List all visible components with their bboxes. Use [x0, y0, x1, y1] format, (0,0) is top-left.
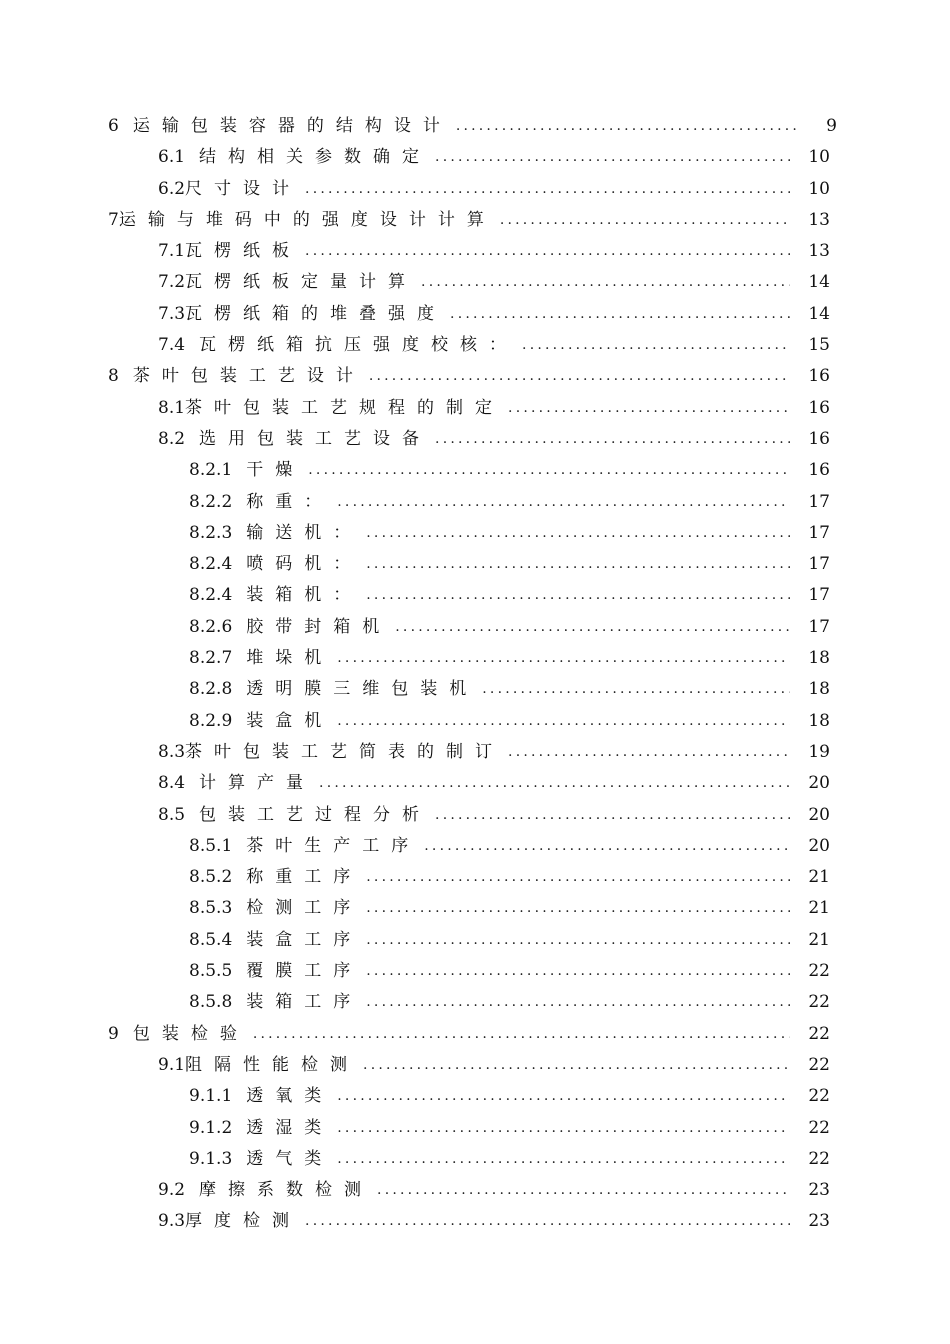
toc-leader-dots	[366, 893, 790, 924]
toc-entry-number: 8.3	[158, 741, 186, 762]
toc-entry-title: 称重：	[246, 491, 334, 512]
toc-entry[interactable]	[0, 330, 950, 361]
toc-entry-number: 7	[108, 209, 119, 230]
toc-entry[interactable]	[0, 1144, 950, 1175]
toc-entry-number: 9.1	[158, 1054, 186, 1075]
toc-entry-page: 15	[808, 335, 830, 356]
toc-leader-dots	[337, 706, 790, 737]
toc-entry-title: 茶叶生产工序	[246, 835, 421, 856]
toc-entry-title: 选用包装工艺设备	[199, 428, 432, 449]
toc-entry[interactable]	[0, 612, 950, 643]
toc-entry-number: 8	[108, 366, 119, 387]
toc-entry-number: 8.5.5	[189, 961, 233, 982]
toc-entry-page: 18	[808, 648, 830, 669]
toc-leader-dots	[337, 487, 790, 518]
toc-entry[interactable]	[0, 768, 950, 799]
toc-entry-page: 20	[808, 804, 830, 825]
toc-entry-page: 22	[808, 1086, 830, 1107]
toc-entry-title: 厚度检测	[185, 1211, 302, 1232]
toc-entry-title: 包装检验	[132, 1023, 249, 1044]
toc-leader-dots	[369, 361, 790, 392]
toc-entry-page: 13	[808, 209, 830, 230]
toc-leader-dots	[424, 831, 790, 862]
toc-entry-page: 16	[808, 366, 830, 387]
toc-leader-dots	[366, 518, 790, 549]
toc-entry-page: 13	[808, 241, 830, 262]
toc-entry-page: 21	[808, 929, 830, 950]
toc-entry-number: 9.1.2	[189, 1117, 233, 1138]
toc-entry-page: 21	[808, 898, 830, 919]
toc-entry[interactable]	[0, 1081, 950, 1112]
toc-entry-page: 22	[808, 1148, 830, 1169]
toc-entry-title: 阻隔性能检测	[185, 1054, 360, 1075]
toc-entry-title: 装盒机	[246, 710, 334, 731]
toc-entry-number: 8.2.1	[189, 460, 233, 481]
toc-entry-number: 9.3	[158, 1211, 186, 1232]
toc-entry[interactable]	[0, 1050, 950, 1081]
toc-leader-dots	[456, 111, 797, 142]
toc-leader-dots	[337, 643, 790, 674]
toc-entry[interactable]	[0, 674, 950, 705]
toc-entry-title: 尺寸设计	[185, 178, 302, 199]
toc-leader-dots	[500, 205, 790, 236]
toc-entry-page: 22	[808, 1117, 830, 1138]
toc-entry-page: 22	[808, 1023, 830, 1044]
toc-entry-title: 透氧类	[246, 1086, 334, 1107]
toc-entry-title: 检测工序	[246, 898, 363, 919]
toc-entry-page: 22	[808, 1054, 830, 1075]
toc-entry-number: 8.2.2	[189, 491, 233, 512]
toc-leader-dots	[377, 1175, 790, 1206]
toc-entry-title: 摩擦系数检测	[199, 1180, 374, 1201]
toc-entry-page: 10	[808, 178, 830, 199]
toc-entry[interactable]	[0, 1206, 950, 1237]
toc-entry-title: 胶带封箱机	[246, 616, 392, 637]
toc-entry-number: 8.2.4	[189, 585, 233, 606]
toc-leader-dots	[305, 236, 790, 267]
toc-entry-title: 装箱工序	[246, 992, 363, 1013]
toc-entry-title: 透明膜三维包装机	[246, 679, 479, 700]
toc-entry[interactable]	[0, 205, 950, 236]
toc-entry-page: 17	[808, 522, 830, 543]
toc-leader-dots	[305, 174, 790, 205]
toc-entry-page: 23	[808, 1211, 830, 1232]
toc-leader-dots	[337, 1081, 790, 1112]
toc-entry-number: 7.1	[158, 241, 186, 262]
toc-entry-number: 8.2.4	[189, 554, 233, 575]
toc-entry[interactable]	[0, 142, 950, 173]
toc-entry-page: 14	[808, 303, 830, 324]
toc-entry-page: 16	[808, 397, 830, 418]
toc-entry-title: 瓦楞纸箱的堆叠强度	[185, 303, 447, 324]
toc-entry-page: 9	[826, 116, 837, 136]
toc-leader-dots	[366, 987, 790, 1018]
toc-entry-number: 6.2	[158, 178, 186, 199]
toc-entry-page: 23	[808, 1180, 830, 1201]
toc-entry-page: 22	[808, 961, 830, 982]
toc-entry-title: 称重工序	[246, 867, 363, 888]
toc-leader-dots	[366, 956, 790, 987]
toc-entry-number: 6.1	[158, 147, 186, 168]
toc-entry-title: 瓦楞纸板	[185, 241, 302, 262]
toc-entry-title: 茶叶包装工艺规程的制定	[185, 397, 505, 418]
toc-entry[interactable]	[0, 424, 950, 455]
toc-entry-number: 8.5.3	[189, 898, 233, 919]
toc-entry-title: 输送机：	[246, 522, 363, 543]
toc-entry[interactable]	[0, 518, 950, 549]
toc-entry-number: 8.5.4	[189, 929, 233, 950]
toc-entry-page: 19	[808, 741, 830, 762]
toc-entry-title: 喷码机：	[246, 554, 363, 575]
toc-entry-number: 8.5.8	[189, 992, 233, 1013]
toc-entry-number: 8.2.8	[189, 679, 233, 700]
toc-leader-dots	[337, 1113, 790, 1144]
toc-entry-title: 包装工艺过程分析	[199, 804, 432, 825]
toc-entry-number: 6	[108, 116, 119, 136]
table-of-contents	[0, 111, 950, 1238]
toc-entry-number: 7.4	[158, 335, 186, 356]
toc-entry-title: 瓦楞纸箱抗压强度校核：	[199, 335, 519, 356]
toc-entry-title: 堆垛机	[246, 648, 334, 669]
toc-leader-dots	[366, 549, 790, 580]
toc-entry-number: 8.2.7	[189, 648, 233, 669]
toc-entry[interactable]	[0, 236, 950, 267]
toc-leader-dots	[522, 330, 790, 361]
toc-entry[interactable]	[0, 862, 950, 893]
toc-entry[interactable]	[0, 361, 950, 392]
toc-entry-title: 运输与堆码中的强度设计计算	[118, 209, 496, 230]
toc-entry-number: 8.2.6	[189, 616, 233, 637]
toc-entry[interactable]	[0, 393, 950, 424]
toc-entry-title: 透湿类	[246, 1117, 334, 1138]
toc-entry-title: 干燥	[246, 460, 305, 481]
toc-leader-dots	[366, 862, 790, 893]
toc-entry-page: 10	[808, 147, 830, 168]
toc-entry[interactable]	[0, 111, 950, 142]
toc-entry[interactable]	[0, 267, 950, 298]
toc-entry-page: 20	[808, 835, 830, 856]
toc-entry-title: 装盒工序	[246, 929, 363, 950]
toc-entry-number: 8.4	[158, 773, 186, 794]
toc-entry-page: 21	[808, 867, 830, 888]
toc-entry-number: 7.2	[158, 272, 186, 293]
toc-entry-number: 8.5.1	[189, 835, 233, 856]
toc-entry-title: 茶叶包装工艺设计	[132, 366, 365, 387]
toc-leader-dots	[482, 674, 790, 705]
toc-entry[interactable]	[0, 1175, 950, 1206]
toc-entry-page: 14	[808, 272, 830, 293]
toc-leader-dots	[337, 1144, 790, 1175]
toc-entry[interactable]	[0, 487, 950, 518]
toc-entry[interactable]	[0, 987, 950, 1018]
toc-entry[interactable]	[0, 956, 950, 987]
toc-entry[interactable]	[0, 580, 950, 611]
toc-entry-number: 9.2	[158, 1180, 186, 1201]
toc-entry-title: 茶叶包装工艺简表的制订	[185, 741, 505, 762]
toc-entry-page: 17	[808, 491, 830, 512]
toc-leader-dots	[305, 1206, 790, 1237]
toc-leader-dots	[435, 424, 790, 455]
toc-entry-number: 8.5	[158, 804, 186, 825]
toc-entry[interactable]	[0, 706, 950, 737]
toc-entry-title: 透气类	[246, 1148, 334, 1169]
toc-entry[interactable]	[0, 925, 950, 956]
toc-leader-dots	[253, 1019, 790, 1050]
toc-leader-dots	[366, 580, 790, 611]
toc-leader-dots	[366, 925, 790, 956]
toc-leader-dots	[421, 267, 790, 298]
toc-entry[interactable]	[0, 800, 950, 831]
toc-entry-number: 9.1.1	[189, 1086, 233, 1107]
toc-entry[interactable]	[0, 299, 950, 330]
toc-entry[interactable]	[0, 643, 950, 674]
toc-entry-page: 18	[808, 679, 830, 700]
toc-entry[interactable]	[0, 831, 950, 862]
toc-leader-dots	[319, 768, 790, 799]
toc-entry-number: 9.1.3	[189, 1148, 233, 1169]
toc-entry[interactable]	[0, 174, 950, 205]
toc-leader-dots	[435, 142, 790, 173]
toc-leader-dots	[435, 800, 790, 831]
toc-entry-page: 18	[808, 710, 830, 731]
toc-entry[interactable]	[0, 549, 950, 580]
toc-entry-title: 装箱机：	[246, 585, 363, 606]
toc-entry-page: 17	[808, 585, 830, 606]
toc-entry-title: 瓦楞纸板定量计算	[185, 272, 418, 293]
toc-entry-number: 8.2.3	[189, 522, 233, 543]
toc-entry-number: 8.1	[158, 397, 186, 418]
toc-leader-dots	[508, 393, 790, 424]
toc-entry-number: 8.2	[158, 428, 186, 449]
toc-entry-title: 覆膜工序	[246, 961, 363, 982]
toc-entry[interactable]	[0, 1113, 950, 1144]
toc-leader-dots	[508, 737, 790, 768]
toc-leader-dots	[395, 612, 790, 643]
toc-entry[interactable]	[0, 1019, 950, 1050]
toc-entry[interactable]	[0, 893, 950, 924]
toc-entry-page: 17	[808, 616, 830, 637]
toc-entry-number: 7.3	[158, 303, 186, 324]
toc-entry-number: 8.2.9	[189, 710, 233, 731]
toc-leader-dots	[450, 299, 790, 330]
toc-entry-title: 运输包装容器的结构设计	[132, 116, 452, 136]
toc-entry-title: 计算产量	[199, 773, 316, 794]
toc-entry-page: 20	[808, 773, 830, 794]
toc-leader-dots	[308, 455, 790, 486]
toc-entry-page: 22	[808, 992, 830, 1013]
toc-entry-title: 结构相关参数确定	[199, 147, 432, 168]
toc-leader-dots	[363, 1050, 790, 1081]
toc-entry-number: 9	[108, 1023, 119, 1044]
toc-entry[interactable]	[0, 455, 950, 486]
toc-entry[interactable]	[0, 737, 950, 768]
toc-entry-number: 8.5.2	[189, 867, 233, 888]
toc-entry-page: 16	[808, 428, 830, 449]
toc-entry-page: 17	[808, 554, 830, 575]
toc-entry-page: 16	[808, 460, 830, 481]
